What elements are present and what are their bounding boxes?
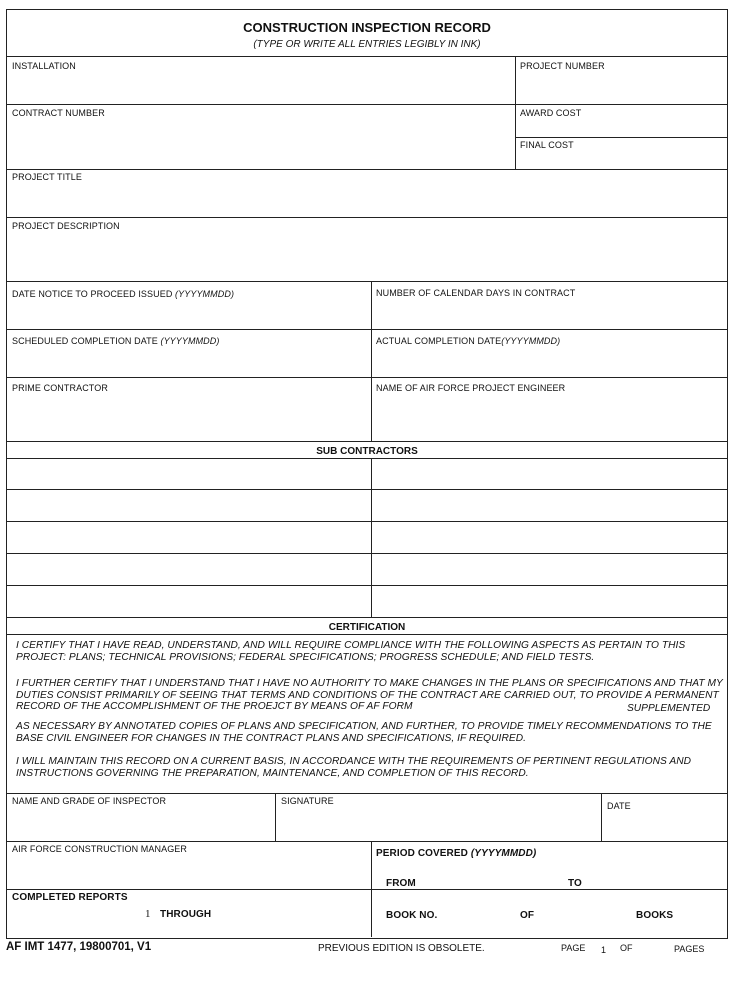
subcontractor-field[interactable] (8, 522, 370, 552)
prime-contractor-label: PRIME CONTRACTOR (12, 383, 108, 393)
completed-reports-label: COMPLETED REPORTS (12, 892, 128, 903)
subcontractor-field[interactable] (373, 459, 726, 488)
form-subtitle: (TYPE OR WRITE ALL ENTRIES LEGIBLY IN INK) (253, 39, 481, 50)
from-field[interactable] (418, 866, 558, 886)
divider (371, 281, 372, 441)
subcontractors-heading: SUB CONTRACTORS (316, 446, 418, 457)
page-label: PAGE (561, 943, 586, 953)
manager-field[interactable] (8, 857, 370, 888)
signature-label: SIGNATURE (281, 796, 334, 806)
divider (601, 793, 602, 841)
period-covered-label (376, 848, 536, 859)
subcontractor-field[interactable] (8, 490, 370, 520)
rule (6, 841, 728, 842)
certification-paragraph-1: I CERTIFY THAT I HAVE READ, UNDERSTAND, AND WILL REQUIRE COMPLIANCE WITH THE FOLLOWING ASPECTS AS PERTAIN TO THIS PROJECT: PLANS; TECHNICAL PROVISIONS; FEDERAL SPECIFICATIONS; PROGRESS SCHEDULE; AND FIELD TESTS. (16, 640, 686, 663)
book-no-label: BOOK NO. (386, 910, 438, 921)
date-field[interactable] (603, 814, 726, 840)
subcontractor-field[interactable] (8, 459, 370, 488)
date-notice-label (12, 289, 234, 299)
inspector-label: NAME AND GRADE OF INSPECTOR (12, 796, 167, 806)
books-total-field[interactable] (540, 900, 632, 920)
subcontractor-field[interactable] (8, 554, 370, 584)
date-notice-format: (YYYYMMDD) (175, 289, 235, 299)
certification-paragraph-3: AS NECESSARY BY ANNOTATED COPIES OF PLANS AND SPECIFICATION, AND FURTHER, TO PROVIDE TIMELY RECOMMENDATIONS TO THE BASE CIVIL ENGINEER FOR CHANGES IN THE CONTRACT PLANS AND SPECIFICATIONS, IF REQUIRED. (16, 721, 712, 744)
project-description-field[interactable] (8, 233, 726, 280)
book-no-field[interactable] (446, 900, 516, 920)
divider (371, 458, 372, 617)
project-number-label: PROJECT NUMBER (520, 61, 605, 71)
certification-paragraph-2: I FURTHER CERTIFY THAT I UNDERSTAND THAT I HAVE NO AUTHORITY TO MAKE CHANGES IN THE PLANS OR SPECIFICATIONS AND THAT MY DUTIES CONSIST PRIMARILY OF SEEING THAT TERMS AND CONDITIONS OF THE CONTRACT ARE CARRIED OUT, TO PROVIDE A PERMANENT RECORD OF THE ACCOMPLISHMENT OF THE PROEJCT BY MEANS OF AF FORM (16, 678, 723, 712)
date-notice-field[interactable] (8, 301, 370, 328)
actual-completion-format: (YYYYMMDD) (501, 336, 561, 346)
period-covered-text: PERIOD COVERED (376, 848, 468, 859)
calendar-days-field[interactable] (373, 301, 726, 328)
contract-number-field[interactable] (8, 120, 513, 168)
calendar-days-label: NUMBER OF CALENDAR DAYS IN CONTRACT (376, 288, 576, 298)
to-field[interactable] (590, 866, 724, 886)
subcontractor-field[interactable] (373, 586, 726, 616)
actual-completion-field[interactable] (373, 349, 726, 376)
rule (6, 634, 728, 635)
prime-contractor-field[interactable] (8, 396, 370, 440)
total-pages-field[interactable] (636, 940, 670, 954)
rule (6, 441, 728, 442)
scheduled-completion-field[interactable] (8, 349, 370, 376)
reports-start-field[interactable]: 1 (145, 908, 151, 920)
scheduled-completion-label (12, 336, 219, 346)
manager-label: AIR FORCE CONSTRUCTION MANAGER (12, 844, 188, 854)
page-of-label: OF (620, 943, 633, 953)
rule (6, 281, 728, 282)
rule (6, 617, 728, 618)
books-label: BOOKS (636, 910, 674, 921)
rule (6, 889, 728, 890)
actual-completion-text: ACTUAL COMPLETION DATE (376, 336, 502, 346)
final-cost-field[interactable] (517, 151, 726, 168)
reports-end-field[interactable] (220, 900, 368, 920)
inspector-field[interactable] (8, 810, 274, 840)
rule (6, 169, 728, 170)
signature-field[interactable] (277, 810, 600, 840)
subcontractor-field[interactable] (373, 522, 726, 552)
subcontractor-field[interactable] (373, 554, 726, 584)
to-label: TO (568, 878, 582, 889)
rule (515, 137, 728, 138)
from-label: FROM (386, 878, 416, 889)
date-notice-text: DATE NOTICE TO PROCEED ISSUED (12, 289, 173, 299)
project-description-label: PROJECT DESCRIPTION (12, 221, 120, 231)
installation-field[interactable] (8, 72, 513, 103)
certification-supplemented: SUPPLEMENTED (627, 703, 711, 714)
rule (6, 104, 728, 105)
subcontractor-field[interactable] (8, 586, 370, 616)
divider (371, 841, 372, 937)
page-number-field[interactable]: 1 (601, 945, 607, 955)
certification-paragraph-4: I WILL MAINTAIN THIS RECORD ON A CURRENT BASIS, IN ACCORDANCE WITH THE REQUIREMENTS OF PERTINENT REGULATIONS AND INSTRUCTIONS GOVERNING THE PREPARATION, MAINTENANCE, AND COMPLETION OF THIS RECORD. (16, 756, 692, 779)
form-title: CONSTRUCTION INSPECTION RECORD (243, 20, 491, 35)
rule (6, 793, 728, 794)
award-cost-field[interactable] (517, 119, 726, 136)
form-id: AF IMT 1477, 19800701, V1 (6, 941, 152, 953)
rule (6, 329, 728, 330)
final-cost-label: FINAL COST (520, 140, 574, 150)
divider (515, 56, 516, 169)
scheduled-completion-format: (YYYYMMDD) (160, 336, 220, 346)
through-label: THROUGH (160, 909, 212, 920)
pages-label: PAGES (674, 944, 705, 954)
of-label: OF (520, 910, 535, 921)
rule (6, 217, 728, 218)
project-engineer-label: NAME OF AIR FORCE PROJECT ENGINEER (376, 383, 566, 393)
certification-heading: CERTIFICATION (328, 622, 406, 633)
installation-label: INSTALLATION (12, 61, 76, 71)
actual-completion-label (376, 336, 560, 346)
project-number-field[interactable] (517, 72, 726, 103)
project-title-label: PROJECT TITLE (12, 172, 82, 182)
scheduled-completion-text: SCHEDULED COMPLETION DATE (12, 336, 158, 346)
project-title-field[interactable] (8, 183, 726, 216)
divider (275, 793, 276, 841)
award-cost-label: AWARD COST (520, 108, 582, 118)
contract-number-label: CONTRACT NUMBER (12, 108, 105, 118)
rule (6, 56, 728, 57)
period-covered-format: (YYYYMMDD) (470, 848, 537, 859)
rule (6, 377, 728, 378)
subcontractor-field[interactable] (373, 490, 726, 520)
project-engineer-field[interactable] (373, 396, 726, 440)
date-label: DATE (607, 801, 631, 811)
obsolete-notice: PREVIOUS EDITION IS OBSOLETE. (318, 943, 485, 954)
